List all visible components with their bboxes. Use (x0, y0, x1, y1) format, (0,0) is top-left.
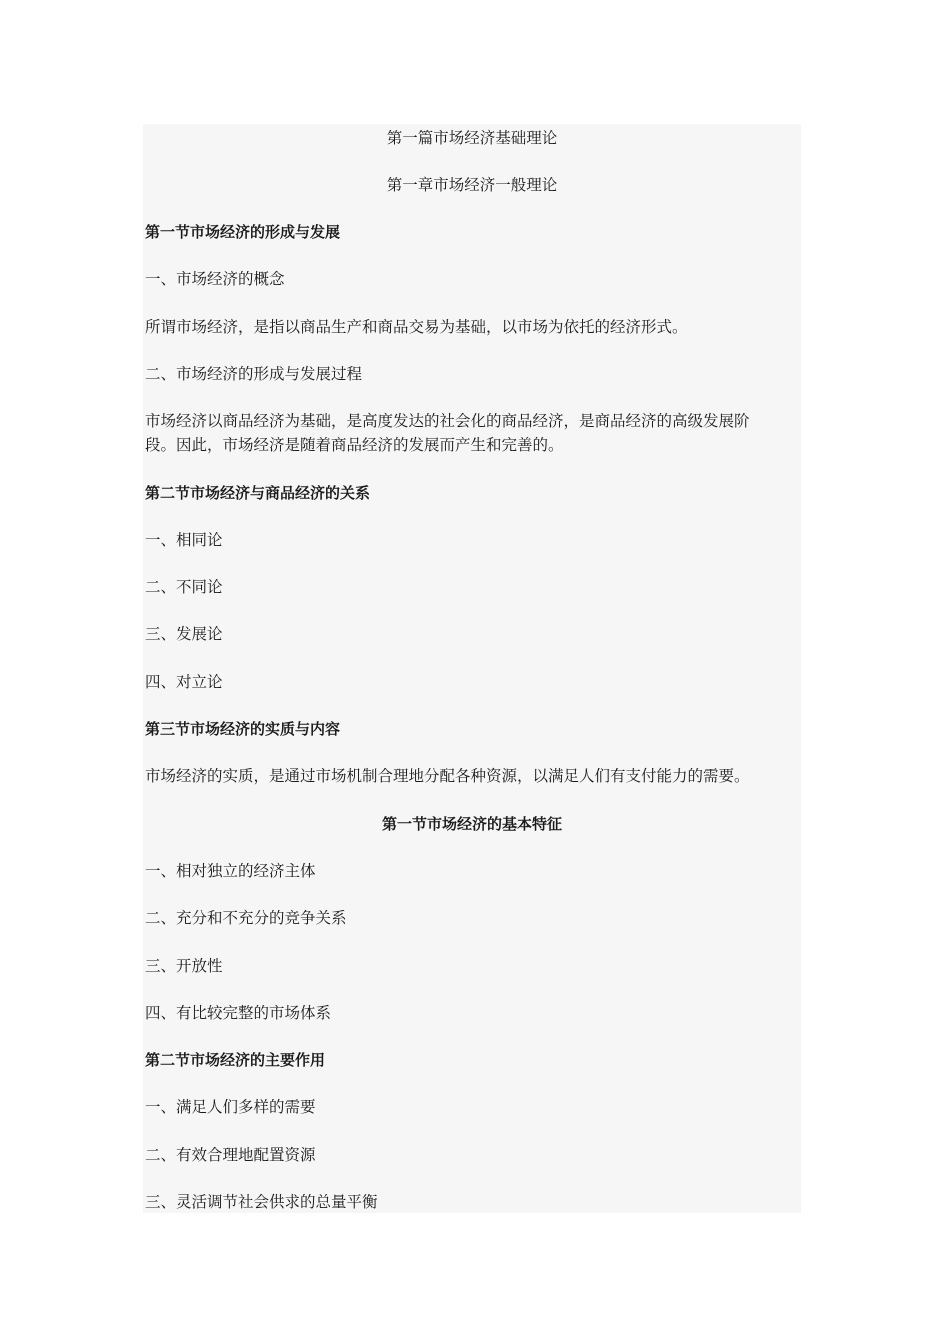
list-item: 二、不同论 (145, 578, 223, 596)
list-item: 一、满足人们多样的需要 (145, 1098, 316, 1116)
list-item: 四、对立论 (145, 673, 223, 691)
section-heading: 第二节市场经济的主要作用 (145, 1051, 326, 1069)
part-title: 第一篇市场经济基础理论 (386, 129, 558, 147)
chapter-title: 第一章市场经济一般理论 (386, 176, 558, 194)
list-item: 二、有效合理地配置资源 (145, 1146, 316, 1164)
list-item: 三、开放性 (145, 957, 223, 975)
document-page (143, 124, 801, 1213)
list-item: 一、市场经济的概念 (145, 270, 285, 288)
list-item: 二、市场经济的形成与发展过程 (145, 365, 363, 383)
list-item: 二、充分和不充分的竞争关系 (145, 909, 347, 927)
paragraph: 市场经济的实质，是通过市场机制合理地分配各种资源，以满足人们有支付能力的需要。 (145, 767, 750, 785)
paragraph-line: 段。因此，市场经济是随着商品经济的发展而产生和完善的。 (145, 436, 564, 454)
section-heading: 第一节市场经济的形成与发展 (145, 223, 341, 241)
list-item: 一、相同论 (145, 531, 223, 549)
list-item: 四、有比较完整的市场体系 (145, 1004, 332, 1022)
list-item: 一、相对独立的经济主体 (145, 862, 316, 880)
paragraph-line: 市场经济以商品经济为基础，是高度发达的社会化的商品经济，是商品经济的高级发展阶 (145, 412, 750, 430)
paragraph: 所谓市场经济，是指以商品生产和商品交易为基础，以市场为依托的经济形式。 (145, 318, 688, 336)
list-item: 三、灵活调节社会供求的总量平衡 (145, 1193, 378, 1211)
section-heading: 第三节市场经济的实质与内容 (145, 720, 341, 738)
list-item: 三、发展论 (145, 625, 223, 643)
section-heading: 第二节市场经济与商品经济的关系 (145, 484, 371, 502)
section-heading-centered: 第一节市场经济的基本特征 (381, 815, 562, 833)
